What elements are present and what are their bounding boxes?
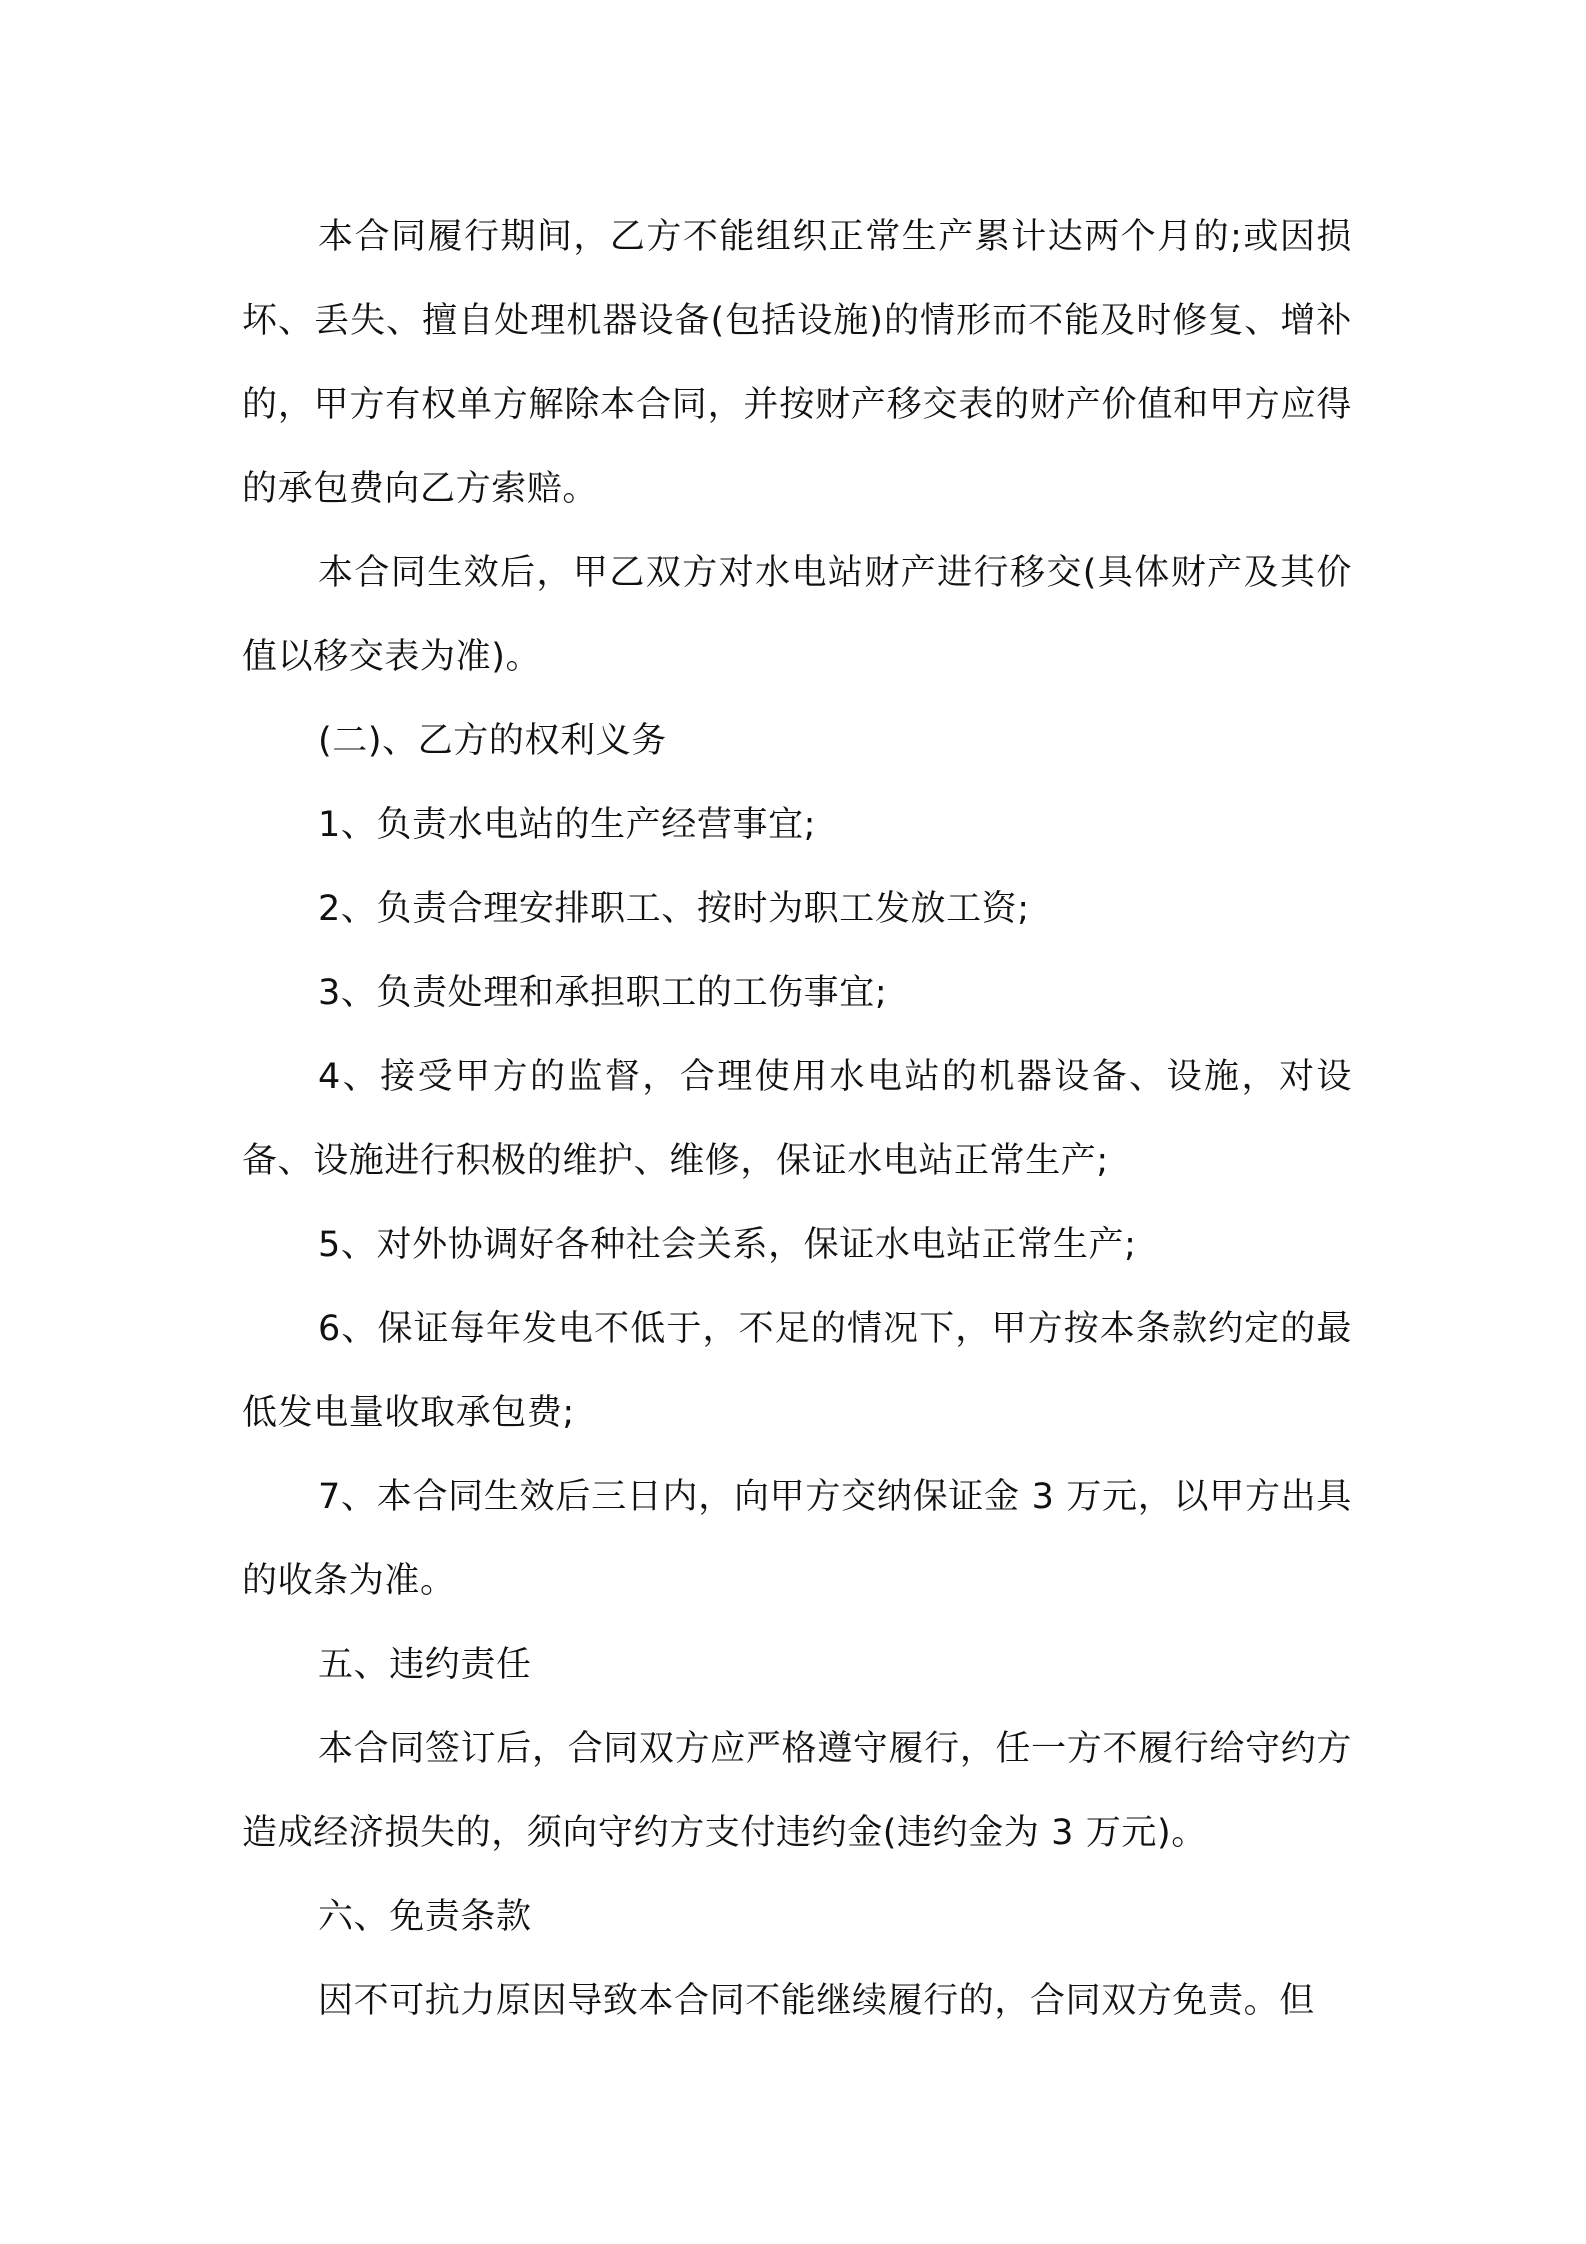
list-item-5: 5、对外协调好各种社会关系，保证水电站正常生产; xyxy=(318,1225,1137,1265)
list-item-2: 2、负责合理安排职工、按时为职工发放工资; xyxy=(318,889,1030,929)
section-heading-breach: 五、违约责任 xyxy=(318,1645,532,1685)
paragraph-termination-clause: 本合同履行期间，乙方不能组织正常生产累计达两个月的;或因损坏、丢失、擅自处理机器设备(包括设施)的情形而不能及时修复、增补的，甲方有权单方解除本合同，并按财产移交表的财产价值和甲方应得的承包费向乙方索赔。 xyxy=(242,217,1352,509)
list-item-1: 1、负责水电站的生产经营事宜; xyxy=(318,805,817,845)
paragraph-force-majeure: 因不可抗力原因导致本合同不能继续履行的，合同双方免责。但 xyxy=(318,1981,1315,2021)
list-item-6: 6、保证每年发电不低于，不足的情况下，甲方按本条款约定的最低发电量收取承包费; xyxy=(242,1309,1352,1433)
section-heading-exemption: 六、免责条款 xyxy=(318,1897,532,1937)
list-item-4: 4、接受甲方的监督，合理使用水电站的机器设备、设施，对设备、设施进行积极的维护、维修，保证水电站正常生产; xyxy=(242,1057,1352,1181)
paragraph-property-transfer: 本合同生效后，甲乙双方对水电站财产进行移交(具体财产及其价值以移交表为准)。 xyxy=(242,553,1352,677)
contract-body xyxy=(242,195,1352,2043)
list-item-3: 3、负责处理和承担职工的工伤事宜; xyxy=(318,973,888,1013)
section-heading-party-b-rights: (二)、乙方的权利义务 xyxy=(318,721,667,761)
list-item-7: 7、本合同生效后三日内，向甲方交纳保证金 3 万元，以甲方出具的收条为准。 xyxy=(242,1477,1352,1601)
paragraph-breach-liability: 本合同签订后，合同双方应严格遵守履行，任一方不履行给守约方造成经济损失的，须向守约方支付违约金(违约金为 3 万元)。 xyxy=(242,1729,1352,1853)
